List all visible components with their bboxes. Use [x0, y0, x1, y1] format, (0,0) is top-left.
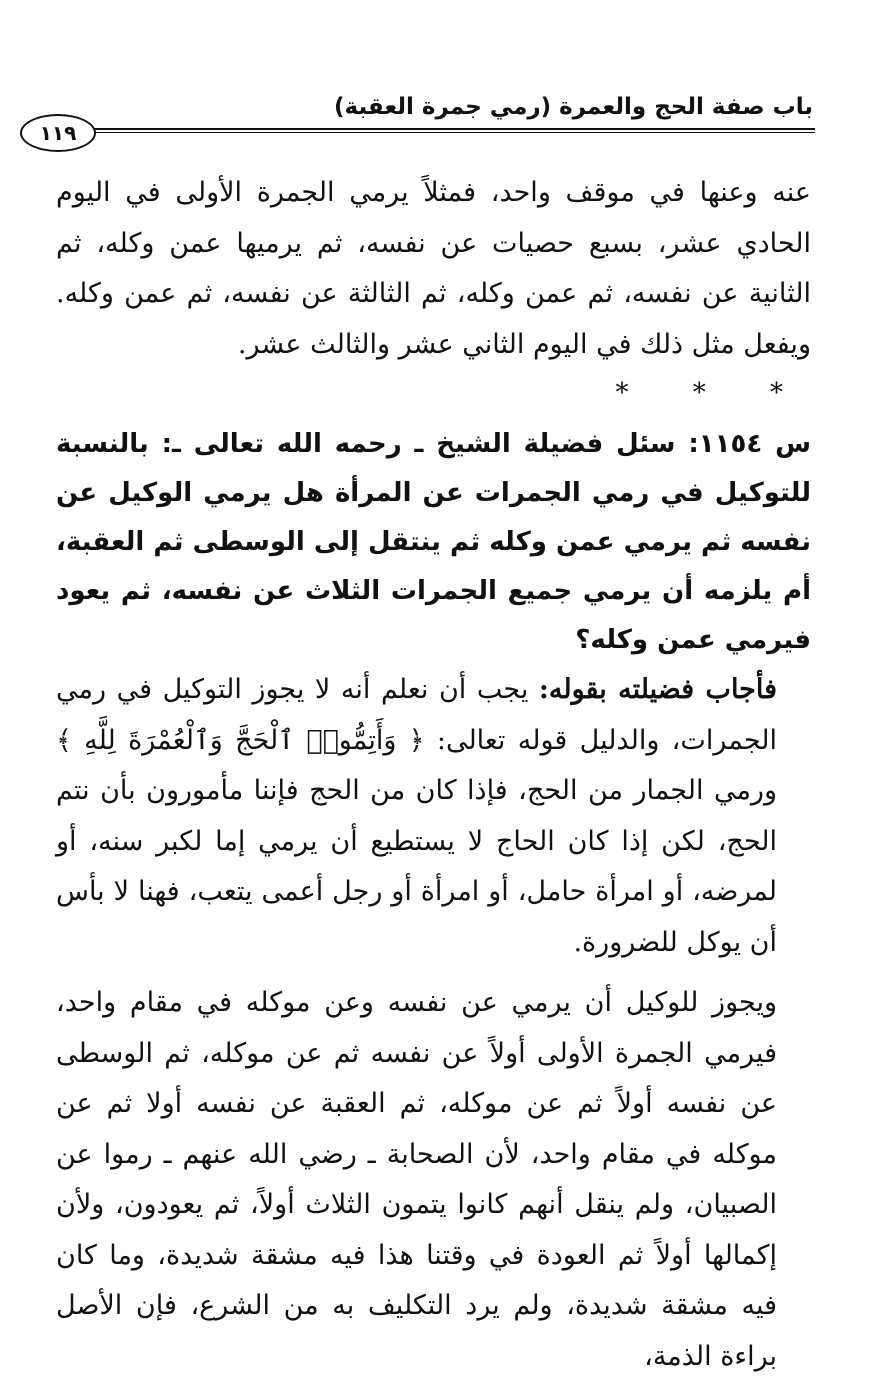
header-rule — [86, 128, 815, 133]
question-label: س ١١٥٤: — [688, 429, 811, 459]
paragraph-1: عنه وعنها في موقف واحد، فمثلاً يرمي الجمرة الأولى في اليوم الحادي عشر، بسبع حصيات عن نفسه، ثم يرميها عمن وكله، ثم الثانية عن نفسه، ثم عمن وكله، ثم الثالثة عن نفسه، ثم عمن وكله. ويفعل مثل ذلك في اليوم الثاني عشر والثالث عشر. — [56, 177, 811, 360]
running-title: باب صفة الحج والعمرة (رمي جمرة العقبة) — [334, 94, 813, 120]
section-separator: * * * — [615, 378, 811, 408]
answer-text-2: ورمي الجمار من الحج، فإذا كان من الحج فإننا مأمورون بأن نتم الحج، لكن إذا كان الحاج لا يستطيع أن يرمي إما لكبر سنه، أو لمرضه، أو امرأة حامل، أو امرأة أو رجل أعمى يتعب، فهنا لا بأس أن يوكل للضرورة. — [56, 775, 777, 958]
answer-intro: فأجاب فضيلته بقوله: — [538, 674, 777, 705]
quran-verse: ﴿ وَأَتِمُّوا۟ ٱلْحَجَّ وَٱلْعُمْرَةَ لِلَّهِ ﴾ — [56, 724, 425, 756]
body-text — [56, 168, 811, 1382]
answer-paragraph — [56, 665, 811, 968]
page-number: ١١٩ — [20, 114, 96, 152]
paragraph-3: ويجوز للوكيل أن يرمي عن نفسه وعن موكله في مقام واحد، فيرمي الجمرة الأولى أولاً عن نفسه ثم عن موكله، ثم الوسطى عن نفسه أولاً ثم عن موكله، ثم العقبة عن نفسه أولا ثم عن موكله في مقام واحد، لأن الصحابة ـ رضي الله عنهم ـ رموا عن الصبيان، ولم ينقل أنهم كانوا يتمون الثلاث أولاً، ثم يعودون، ولأن إكمالها أولاً ثم العودة في وقتنا هذا فيه مشقة شديدة، وما كان فيه مشقة شديدة، ولم يرد التكليف به من الشرع، فإن الأصل براءة الذمة، — [56, 987, 777, 1372]
question-text: سئل فضيلة الشيخ ـ رحمه الله تعالى ـ: بالنسبة للتوكيل في رمي الجمرات عن المرأة هل يرمي الوكيل عن نفسه ثم يرمي عمن وكله ثم ينتقل إلى الوسطى ثم العقبة، أم يلزمه أن يرمي جميع الجمرات الثلاث عن نفسه، ثم يعود فيرمي عمن وكله؟ — [56, 429, 811, 655]
question — [56, 420, 811, 665]
answer-text-1: يجب أن نعلم أنه لا يجوز التوكيل في رمي الجمرات، والدليل قوله تعالى: — [56, 674, 777, 756]
paragraph-gap — [56, 968, 811, 978]
